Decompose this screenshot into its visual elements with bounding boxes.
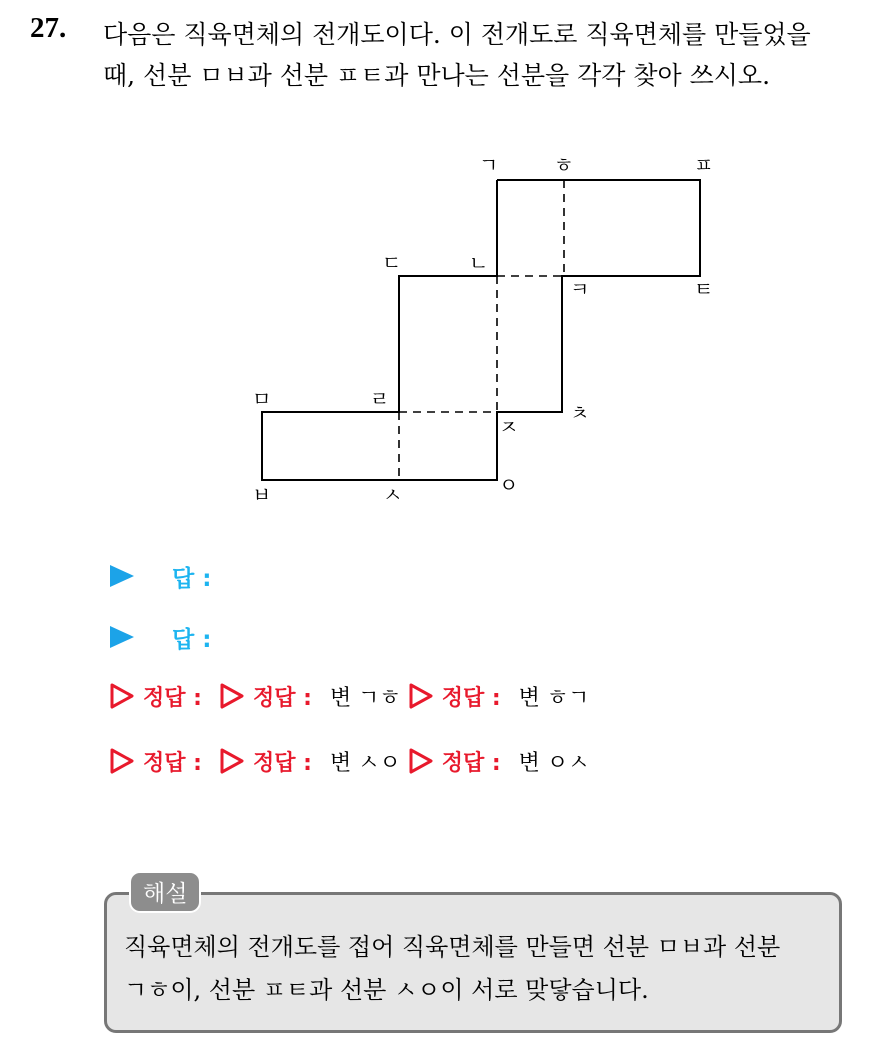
answer-label: 답 :: [172, 565, 212, 592]
answer-row-1: [110, 556, 211, 596]
solution-label: 정답 :: [143, 685, 202, 711]
explanation-line-1: 직육면체의 전개도를 접어 직육면체를 만들면 선분 ㅁㅂ과 선분: [124, 933, 781, 961]
vertex-label-j: ㅈ: [499, 415, 519, 439]
solution-value: 변 ㅇㅅ: [518, 750, 590, 776]
vertex-label-h: ㅎ: [554, 153, 574, 177]
solution-label: 정답 :: [441, 685, 501, 711]
outline-triangle-icon: [409, 748, 434, 774]
vertex-label-n: ㄴ: [469, 251, 489, 275]
outline-triangle-icon: [409, 683, 434, 709]
vertex-label-k: ㅋ: [570, 277, 590, 301]
solution-value: 변 ㅅㅇ: [329, 750, 401, 776]
solution-label: 정답 :: [252, 750, 312, 776]
vertex-label-t: ㅌ: [694, 277, 714, 301]
question-number: 27.: [30, 12, 67, 44]
vertex-label-m: ㅁ: [252, 387, 272, 411]
vertex-label-o: ㅇ: [499, 473, 519, 497]
explanation-tag: 해설: [129, 871, 201, 913]
vertex-label-d: ㄷ: [382, 251, 402, 275]
vertex-label-ch: ㅊ: [570, 401, 590, 425]
explanation-line-2: ㄱㅎ이, 선분 ㅍㅌ과 선분 ㅅㅇ이 서로 맞닿습니다.: [124, 976, 649, 1004]
play-triangle-icon: [110, 626, 134, 648]
answer-row-2: [110, 617, 211, 657]
question-line-2: 때, 선분 ㅁㅂ과 선분 ㅍㅌ과 만나는 선분을 각각 찾아 쓰시오.: [103, 61, 771, 90]
solution-label: 정답 :: [441, 750, 501, 776]
answer-label: 답 :: [172, 626, 212, 653]
outline-triangle-icon: [220, 748, 245, 774]
outline-triangle-icon: [220, 683, 245, 709]
net-outline: [262, 180, 700, 480]
play-triangle-icon: [110, 565, 134, 587]
solution-row-1: [110, 676, 597, 716]
solution-value: 변 ㄱㅎ: [329, 685, 401, 711]
solution-label: 정답 :: [143, 750, 202, 776]
question-line-1: 다음은 직육면체의 전개도이다. 이 전개도로 직육면체를 만들었을: [103, 20, 811, 49]
vertex-label-r: ㄹ: [370, 387, 390, 411]
vertex-label-s: ㅅ: [383, 483, 403, 507]
vertex-label-b: ㅂ: [252, 483, 272, 507]
vertex-label-p: ㅍ: [694, 153, 714, 177]
outline-triangle-icon: [110, 748, 135, 774]
outline-triangle-icon: [110, 683, 135, 709]
vertex-label-g: ㄱ: [479, 153, 499, 177]
solution-value: 변 ㅎㄱ: [518, 685, 590, 711]
explanation-text: [124, 926, 780, 1012]
solution-label: 정답 :: [252, 685, 312, 711]
solution-row-2: [110, 741, 597, 781]
